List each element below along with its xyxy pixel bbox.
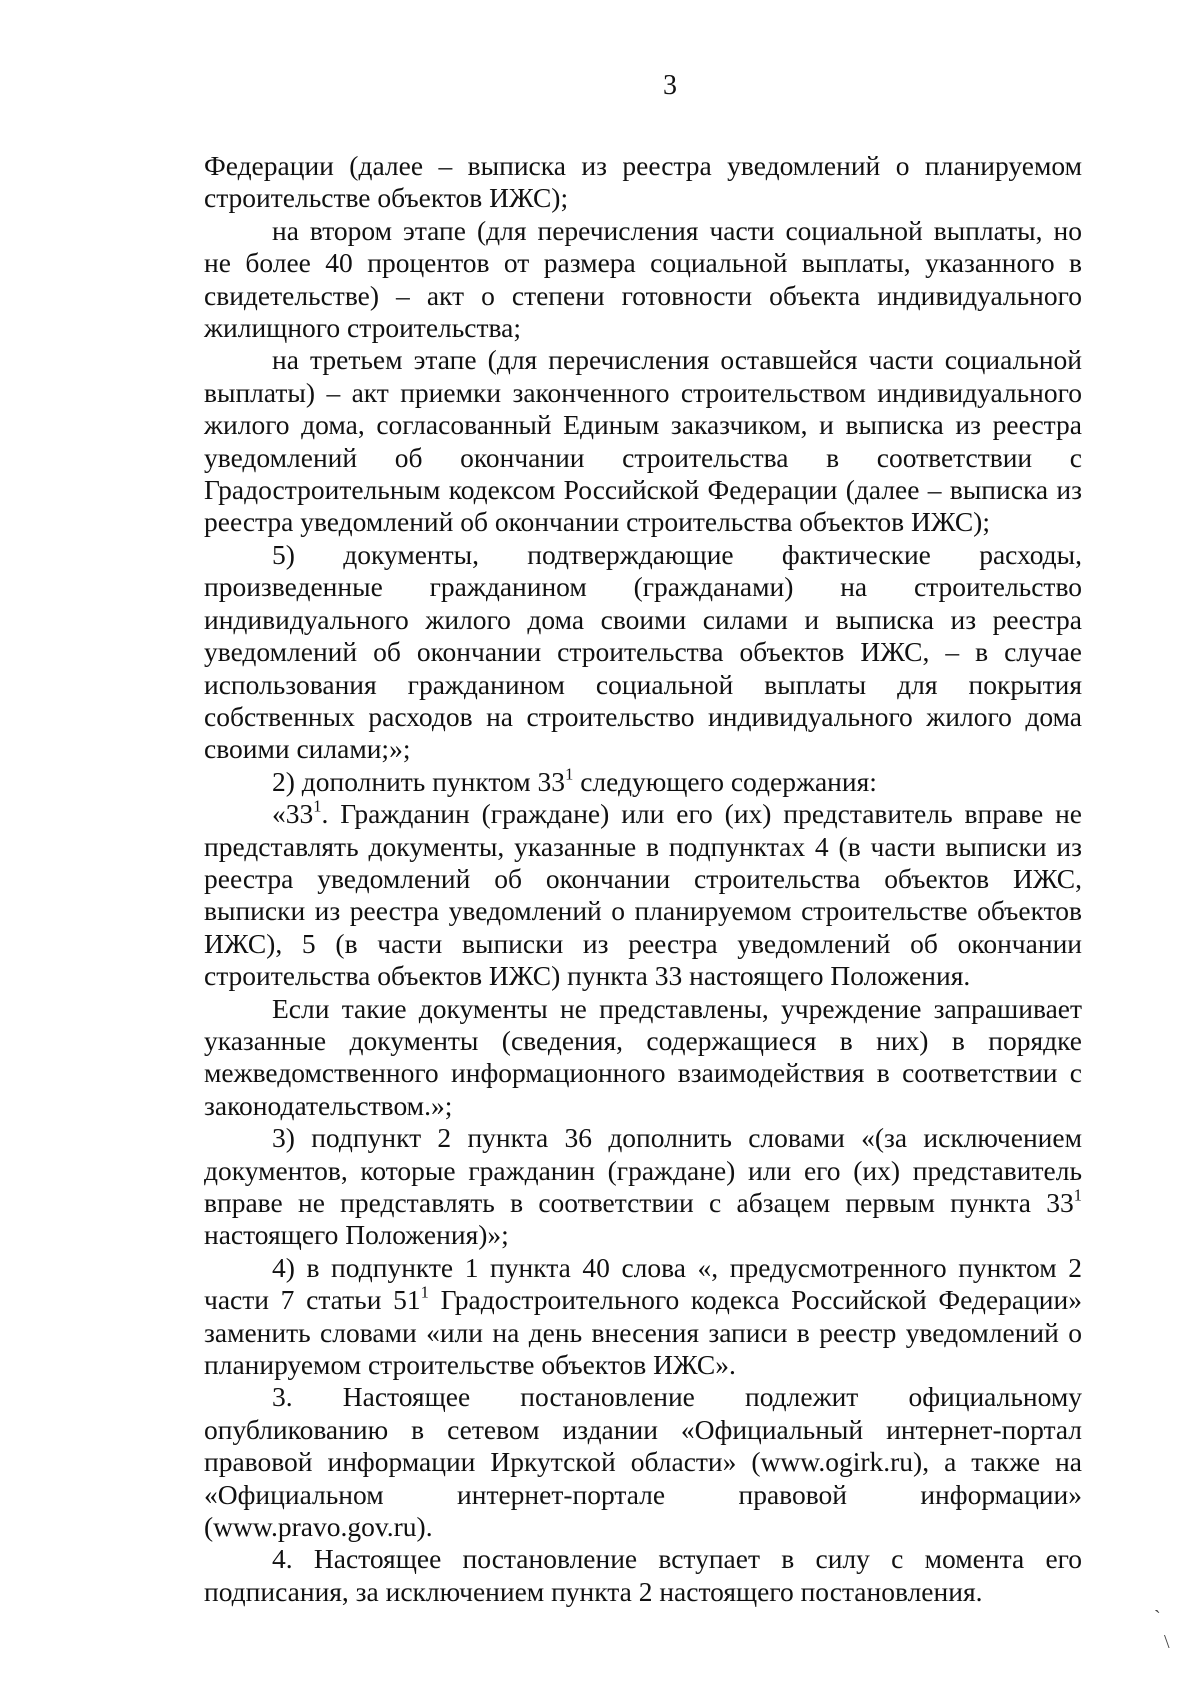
paragraph bbox=[204, 539, 1082, 766]
paragraph-text: Если такие документы не представлены, учреждение запрашивает указанные документы (сведения, содержащиеся в них) в порядке межведомственного информационного взаимодействия в соответствии с законодательством.»; bbox=[204, 992, 1082, 1121]
paragraph-text: следующего содержания: bbox=[573, 765, 877, 797]
paragraph-text: 5) документы, подтверждающие фактические расходы, произведенные гражданином (гражданами) на строительство индивидуального жилого дома своими силами и выписка из реестра уведомлений об окончании строительства объектов ИЖС, – в случае использования гражданином социальной выплаты для покрытия собственных расходов на строительство индивидуального жилого дома своими силами;»; bbox=[204, 538, 1082, 765]
paragraph-text: Федерации (далее – выписка из реестра уведомлений о планируемом строительстве объектов ИЖС); bbox=[204, 150, 1082, 214]
paragraph-text: Градостроительного кодекса Российской Федерации» заменить словами «или на день внесения записи в реестр уведомлений о планируемом строительстве объектов ИЖС». bbox=[204, 1284, 1082, 1381]
superscript-index: 1 bbox=[1073, 1185, 1082, 1205]
page-number: 3 bbox=[663, 70, 677, 101]
paragraph-text: на втором этапе (для перечисления части социальной выплаты, но не более 40 процентов от размера социальной выплаты, указанного в свидетельстве) – акт о степени готовности объекта индивидуального жилищного строительства; bbox=[204, 214, 1082, 344]
paragraph-text: «33 bbox=[272, 798, 314, 830]
paragraph bbox=[204, 993, 1082, 1123]
document-body bbox=[204, 150, 1082, 1608]
scan-artifact-mark: ˋ bbox=[1154, 1607, 1161, 1629]
paragraph-text: настоящего Положения)»; bbox=[204, 1219, 509, 1251]
paragraph bbox=[204, 1543, 1082, 1608]
paragraph-text: . Гражданин (граждане) или его (их) представитель вправе не представлять документы, указанные в подпунктах 4 (в части выписки из реестра уведомлений об окончании строительства объектов ИЖС, выписки из реестра уведомлений о планируемом строительстве объектов ИЖС), 5 (в части выписки из реестра уведомлений об окончании строительства объектов ИЖС) пункта 33 настоящего Положения. bbox=[204, 798, 1082, 992]
paragraph-text: 2) дополнить пунктом 33 bbox=[272, 765, 566, 797]
paragraph bbox=[204, 215, 1082, 345]
paragraph bbox=[204, 1381, 1082, 1543]
paragraph bbox=[204, 766, 1082, 798]
paragraph bbox=[204, 150, 1082, 215]
paragraph-text: 4) в подпункте 1 пункта 40 слова «, предусмотренного пунктом 2 части 7 статьи 51 bbox=[204, 1251, 1082, 1316]
paragraph bbox=[204, 1122, 1082, 1252]
paragraph-text: 3) подпункт 2 пункта 36 дополнить словами «(за исключением документов, которые гражданин (граждане) или его (их) представитель вправе не представлять в соответствии с абзацем первым пункта 33 bbox=[204, 1122, 1082, 1218]
superscript-index: 1 bbox=[313, 796, 322, 816]
paragraph-text: 4. Настоящее постановление вступает в силу с момента его подписания, за исключением пункта 2 настоящего постановления. bbox=[204, 1543, 1082, 1607]
superscript-index: 1 bbox=[420, 1282, 429, 1302]
paragraph bbox=[204, 1252, 1082, 1382]
superscript-index: 1 bbox=[565, 764, 574, 784]
scan-artifact-mark: \ bbox=[1164, 1631, 1170, 1653]
paragraph bbox=[204, 798, 1082, 992]
paragraph-text: на третьем этапе (для перечисления оставшейся части социальной выплаты) – акт приемки законченного строительством индивидуального жилого дома, согласованный Единым заказчиком, и выписка из реестра уведомлений об окончании строительства в соответствии с Градостроительным кодексом Российской Федерации (далее – выписка из реестра уведомлений об окончании строительства объектов ИЖС); bbox=[204, 344, 1082, 538]
paragraph-text: 3. Настоящее постановление подлежит официальному опубликованию в сетевом издании «Официальный интернет-портал правовой информации Иркутской области» (www.ogirk.ru), а также на «Официальном интернет-портале правовой информации» (www.pravo.gov.ru). bbox=[204, 1381, 1082, 1543]
paragraph bbox=[204, 344, 1082, 538]
